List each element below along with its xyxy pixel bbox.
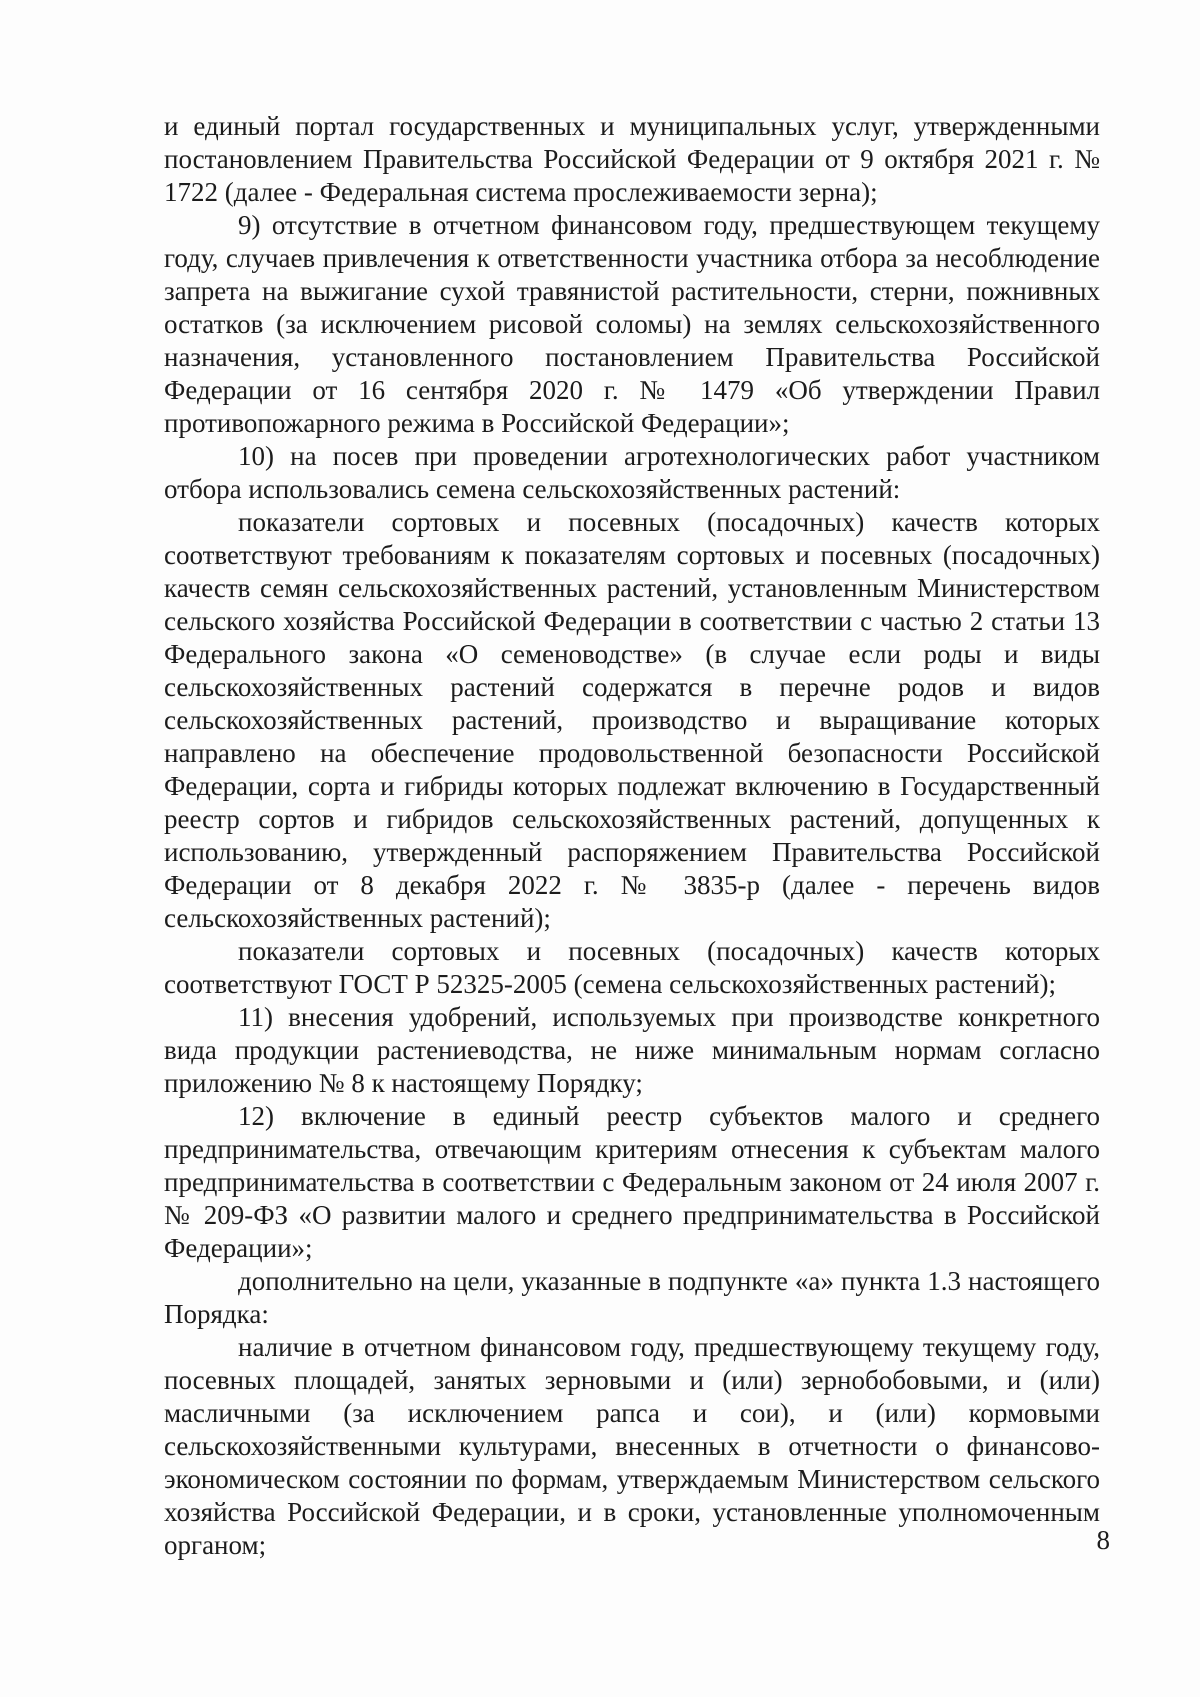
paragraph-item-10: 10) на посев при проведении агротехнологических работ участником отбора использовались семена сельскохозяйственных растений: — [164, 441, 1100, 504]
paragraph-item-12: 12) включение в единый реестр субъектов малого и среднего предпринимательства, отвечающим критериям отнесения к субъектам малого предпринимательства в соответствии с Федеральным законом от 24 июля 2007 г. № 209-ФЗ «О развитии малого и среднего предпринимательства в Российской Федерации»; — [164, 1101, 1100, 1263]
paragraph-portal-reference: и единый портал государственных и муниципальных услуг, утвержденными постановлением Правительства Российской Федерации от 9 октября 2021 г. № 1722 (далее - Федеральная система прослеживаемости зерна); — [164, 111, 1100, 207]
paragraph-item-11: 11) внесения удобрений, используемых при производстве конкретного вида продукции растениеводства, не ниже минимальным нормам согласно приложению № 8 к настоящему Порядку; — [164, 1002, 1100, 1098]
document-body — [164, 110, 1100, 1562]
paragraph-additional-goals: дополнительно на цели, указанные в подпункте «а» пункта 1.3 настоящего Порядка: — [164, 1266, 1100, 1329]
paragraph-sown-areas: наличие в отчетном финансовом году, предшествующему текущему году, посевных площадей, занятых зерновыми и (или) зернобобовыми, и (или) масличными (за исключением рапса и сои), и (или) кормовыми сельскохозяйственными культурами, внесенных в отчетности о финансово-экономическом состоянии по формам, утверждаемым Министерством сельского хозяйства Российской Федерации, и в сроки, установленные уполномоченным органом; — [164, 1332, 1100, 1560]
paragraph-seed-quality-requirements: показатели сортовых и посевных (посадочных) качеств которых соответствуют требованиям к показателям сортовых и посевных (посадочных) качеств семян сельскохозяйственных растений, установленным Министерством сельского хозяйства Российской Федерации в соответствии с частью 2 статьи 13 Федерального закона «О семеноводстве» (в случае если роды и виды сельскохозяйственных растений содержатся в перечне родов и видов сельскохозяйственных растений, производство и выращивание которых направлено на обеспечение продовольственной безопасности Российской Федерации, сорта и гибриды которых подлежат включению в Государственный реестр сортов и гибридов сельскохозяйственных растений, допущенных к использованию, утвержденный распоряжением Правительства Российской Федерации от 8 декабря 2022 г. № 3835-р (далее - перечень видов сельскохозяйственных растений); — [164, 507, 1100, 933]
paragraph-item-9: 9) отсутствие в отчетном финансовом году, предшествующем текущему году, случаев привлечения к ответственности участника отбора за несоблюдение запрета на выжигание сухой травянистой растительности, стерни, пожнивных остатков (за исключением рисовой соломы) на землях сельскохозяйственного назначения, установленного постановлением Правительства Российской Федерации от 16 сентября 2020 г. № 1479 «Об утверждении Правил противопожарного режима в Российской Федерации»; — [164, 210, 1100, 438]
page-number: 8 — [1096, 1525, 1110, 1555]
paragraph-seed-quality-gost: показатели сортовых и посевных (посадочных) качеств которых соответствуют ГОСТ Р 52325-2005 (семена сельскохозяйственных растений); — [164, 936, 1100, 999]
